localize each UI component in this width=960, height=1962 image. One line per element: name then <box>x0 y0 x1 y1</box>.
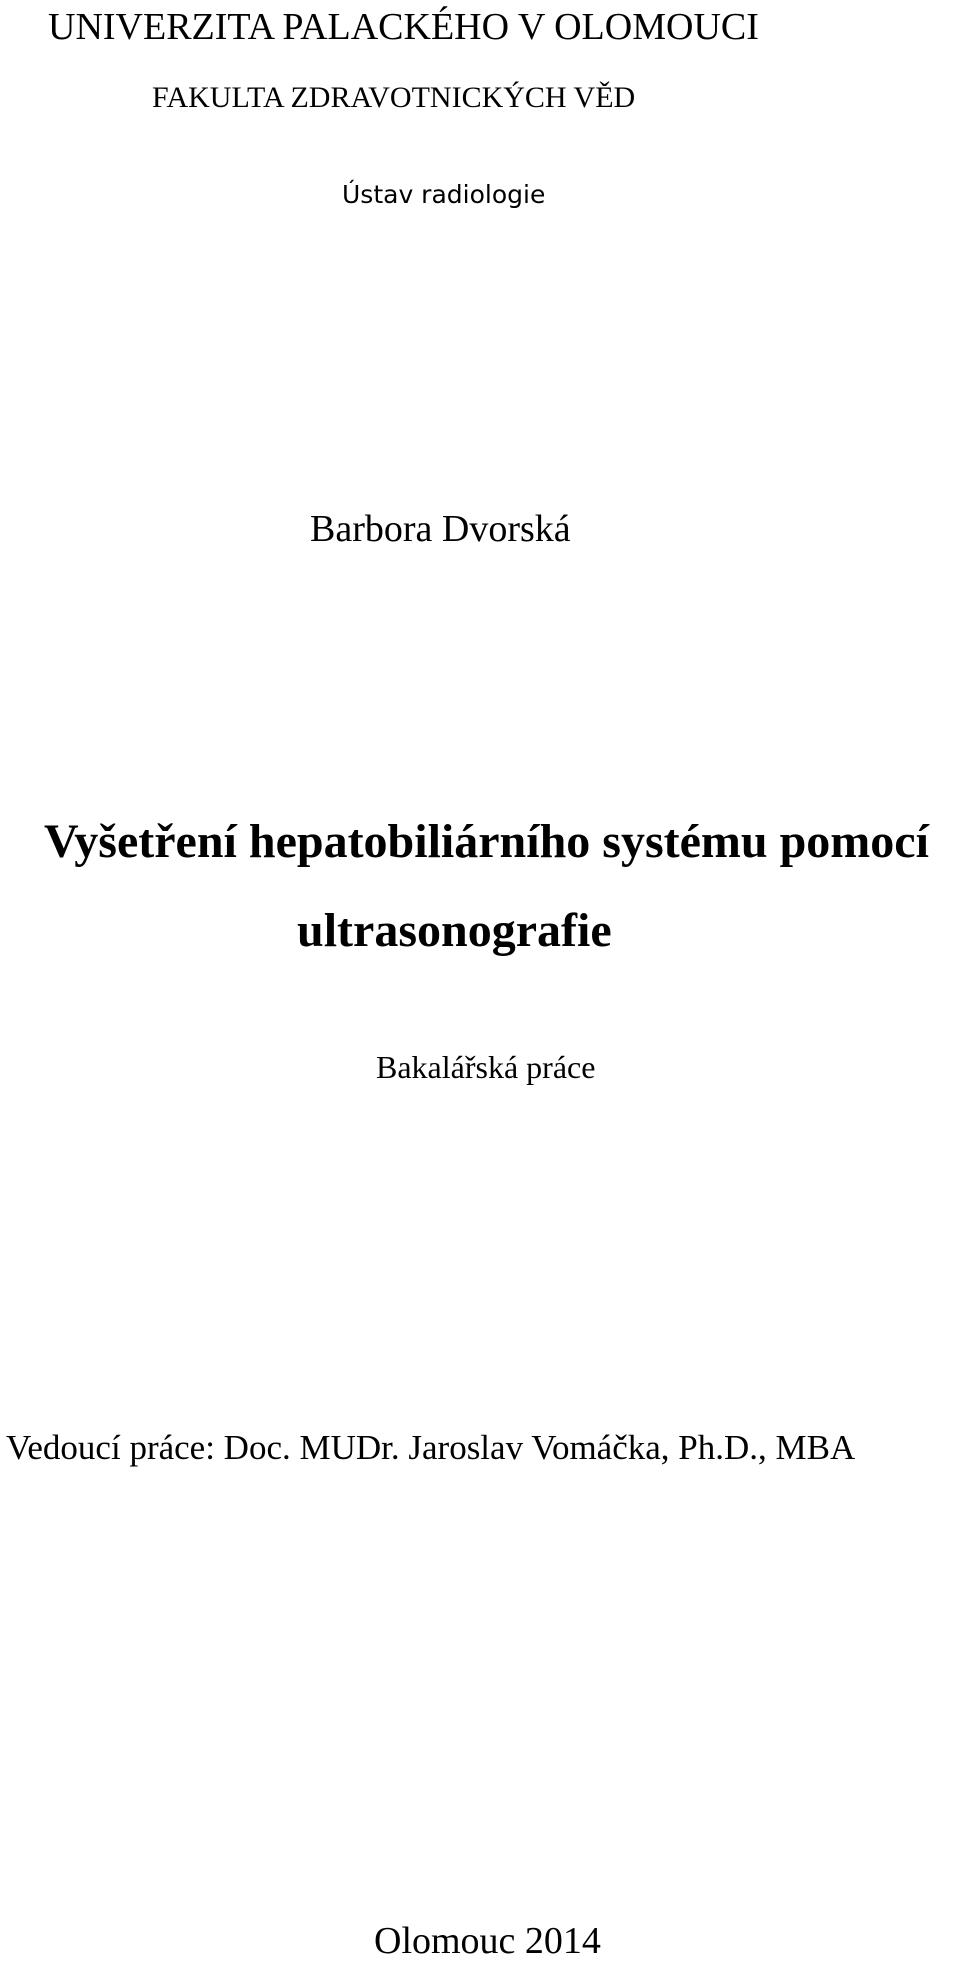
thesis-type: Bakalářská práce <box>376 1049 596 1085</box>
university-name: UNIVERZITA PALACKÉHO V OLOMOUCI <box>48 6 759 48</box>
author-name: Barbora Dvorská <box>310 508 571 550</box>
faculty-name: FAKULTA ZDRAVOTNICKÝCH VĚD <box>152 81 636 114</box>
thesis-title-line-1: Vyšetření hepatobiliárního systému pomocí <box>44 815 929 868</box>
supervisor: Vedoucí práce: Doc. MUDr. Jaroslav Vomáčka, Ph.D., MBA <box>6 1428 856 1467</box>
thesis-title-line-2: ultrasonografie <box>297 904 612 957</box>
institute-name: Ústav radiologie <box>342 180 546 209</box>
place-and-year: Olomouc 2014 <box>374 1920 601 1962</box>
